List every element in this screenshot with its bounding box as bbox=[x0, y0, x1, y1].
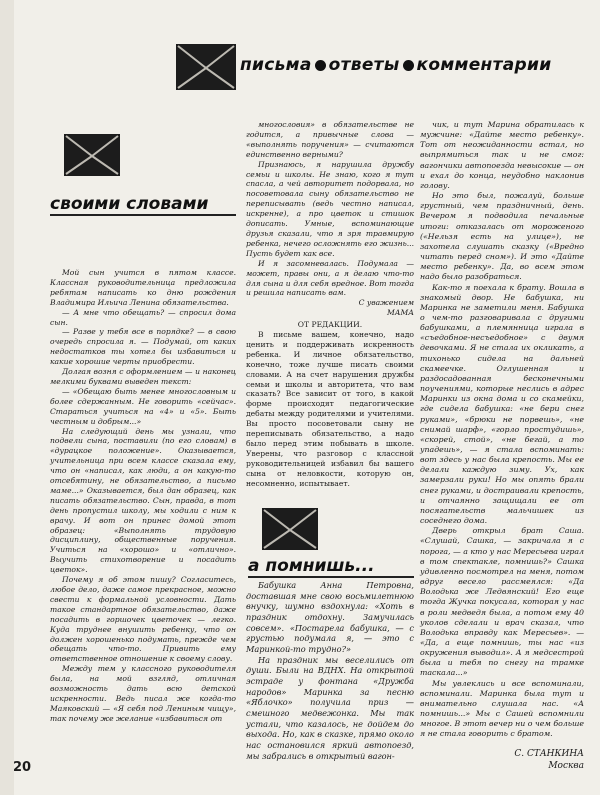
paragraph: На следующий день мы узнали, что подвели сына, поставили (по его словам) в «дурацкое положение». Оказывается, учительница при всем классе сказала ему, что он «написал, как люди, а он какую-то отсебятину, не обязательство, а письмо маме...» Оказывается, был дан образец, как писать обязательство. Сын, правда, в тот день пропустил школу, мы ходили с ним к врачу. И вот он принес домой этот образец: «Выполнять трудовую дисциплину, общественные поручения. Учиться на «хорошо» и «отлично». Выучить стихотворение и посадить цветок». bbox=[50, 426, 236, 575]
paragraph: — «Обещаю быть менее многословным и более сдержанным. Не говорить «сейчас». Стараться учиться на «4» и «5». Быть честным и добрым...» bbox=[50, 386, 236, 426]
paragraph: — А мне что обещать? — спросил дома сын. bbox=[50, 307, 236, 327]
header-word-answers: ответы bbox=[328, 55, 400, 75]
paragraph: Дверь открыл брат Саша. «Слушай, Сашка, — закричала я с порога, — а кто у нас Мересьева играл в том спектакле, помнишь?» Сашка удивленно посмотрел на меня, потом вдруг весело рассмеялся: «Да Володька же Ледвянский! Его еще тогда Жучка покусала, которая у нас в роли медведя была, а потом ему 40 уколов сделали и врач сказал, что Володька вправду как Мересьев». — «Да, а еще помнишь, ты нас «из окружения выводил». А я медсестрой была и тебя по снегу на трамке таскала...» bbox=[420, 526, 584, 678]
author-city: Москва bbox=[548, 761, 584, 771]
bullet-icon bbox=[403, 60, 414, 71]
paragraph: И я засомневалась. Подумала — может, правы они, а я делаю что-то для сына и для себя вредное. Вот тогда и решила написать вам. bbox=[246, 258, 414, 298]
paragraph: — Разве у тебя все в порядке? — в свою очередь спросила я. — Подумай, от каких недостатков ты хотел бы избавиться и какие хорошие черты приобрести. bbox=[50, 327, 236, 367]
column-2-continued bbox=[246, 580, 414, 761]
paragraph: Мы увлеклись и все вспоминали, вспоминали. Маринка была тут и внимательно слушала нас. «А помнишь...» Мы с Сашей вспомнили многое. В этот вечер ни о чем больше я не стала говорить с братом. bbox=[420, 678, 584, 739]
paragraph: На праздник мы веселились от души. Были на ВДНХ. На открытой эстраде у фонтана «Дружба народов» Маринка за песню «Яблочко» получила приз — смешного медвежонка. Мы так устали, что казалось, не дойдем до выхода. Но, как в сказке, прямо около нас остановился яркий автопоезд, мы забрались в открытый вагон- bbox=[246, 654, 414, 761]
envelope-icon bbox=[262, 508, 318, 550]
paragraph: Мой сын учится в пятом классе. Классная руководительница предложила ребятам написать ко дню рождения Владимира Ильича Ленина обязательства. bbox=[50, 268, 236, 307]
section-header bbox=[240, 55, 600, 75]
article-title-2: а помнишь... bbox=[248, 556, 375, 576]
header-word-letters: письма bbox=[240, 55, 312, 75]
paragraph: Но это был, пожалуй, больше грустный, чем праздничный, день. Вечером я подводила печальные итоги: отказалась от мороженого («Нельзя есть на улице»), не захотела слушать сказку («Вредно читать перед сном»). И это «Дайте место ребенку». Да, во всем этом надо было разобраться. bbox=[420, 191, 584, 282]
letter-author: МАМА bbox=[386, 308, 414, 318]
column-2 bbox=[246, 120, 414, 489]
paragraph: Долгая возня с оформлением — и наконец мелкими буквами выведен текст: bbox=[50, 367, 236, 386]
column-3 bbox=[420, 120, 584, 740]
binding-edge bbox=[0, 0, 14, 795]
editorial-text: В письме вашем, конечно, надо ценить и поддерживать искренность ребенка. И личное обязательство, конечно, тоже лучше писать своими словами. А на счет нарушения дружбы семьи и школы и авторитета, что вам сказать? Все зависит от того, в какой форме происходят педагогические дебаты между родителями и учителями. Вы просто посоветовали сыну не переписывать обязательство, а надо было перед этим побывать в школе. Уверены, что разговор с классной руководительницей избавил бы вашего сына от неловкости, которую он, несомненно, испытывает. bbox=[246, 330, 414, 488]
paragraph: Между тем у классного руководителя была, на мой взгляд, отличная возможность дать всю детской искренности. Ведь писал же когда-то Маяковский — «Я себя под Лениным чищу», так почему же желание «избавиться от bbox=[50, 664, 236, 723]
paragraph: чик, и тут Марина обратилась к мужчине: «Дайте место ребенку». Тот от неожиданности встал, но выпрямиться так и не смог: вагончики автопоезда невысокие — он и ехал до конца, неудобно наклонив голову. bbox=[420, 120, 584, 190]
closing-line: С уважением bbox=[358, 298, 414, 308]
author-name: С. СТАНКИНА bbox=[514, 749, 584, 759]
bullet-icon bbox=[315, 60, 326, 71]
paragraph: Почему я об этом пишу? Согласитесь, любое дело, даже самое прекрасное, можно свести к формальной условности. Дать такое стандартное обязательство, даже посадить в горшочек цветочек — легко. Куда труднее внушить ребенку, что он должен хорошенько подумать, прежде чем обещать что-то. Привить ему ответственное отношение к своему слову. bbox=[50, 575, 236, 664]
envelope-icon bbox=[64, 134, 120, 176]
paragraph: Признаюсь, я нарушила дружбу семьи и школы. Не знаю, кого я тут спасла, а чей авторитет подорвала, но посоветовала сыну обязательство не переписывать (ведь честно написал, искренне), а про цветок и стишок дописать. Умные, вспоминающие друзья сказали, что я зря травмирую ребенка, нечего осложнять его жизнь... Пусть будет как все. bbox=[246, 159, 414, 258]
title-underline bbox=[248, 576, 414, 578]
envelope-icon bbox=[176, 44, 236, 90]
header-word-comments: комментарии bbox=[416, 55, 552, 75]
paragraph: Бабушка Анна Петровна, доставшая мне свою восьмилетнюю внучку, шумно вздохнула: «Хоть в праздник отдохну. Замучилась совсем». «Постарела бабушка, — с грустью подумала я, — это с Маринкой-то трудно?» bbox=[246, 580, 414, 654]
paragraph: Как-то я поехала к брату. Вошла в знакомый двор. Не бабушка, ни Маринка не заметили меня. Бабушка о чем-то разговаривала с другими бабушками, а племянница играла в «съедобное-несъедобное» с двумя девочками. Я не стала их окликать, а тихонько сидела на дальней скамеечке. Оглушенная и раздосадованная бесконечными поучениями, которые неслись в адрес Маринки из окна дома и со скамейки, где сидела бабушка: «не бери снег руками», «брюки не порвешь», «не снимай шарф», «горло простудишь», «скорей, стой», «не бегай, а то упадешь», — я стала вспоминать: вот здесь у нас была крепость. Мы ее делали каждую зиму. Ух, как замерзали руки! Но мы опять брали снег руками, и достраивали крепость, и отчаянно защищали ее от посягательств мальчишек из соседнего дома. bbox=[420, 282, 584, 526]
signature-block bbox=[420, 748, 584, 772]
title-underline bbox=[50, 214, 236, 216]
page-number: 20 bbox=[13, 760, 32, 775]
article-title: своими словами bbox=[50, 194, 209, 214]
column-1 bbox=[50, 268, 236, 724]
paragraph: многословия» в обязательстве не годится, а привычные слова — «выполнять поручения» — считаются единственно верными? bbox=[246, 120, 414, 159]
editorial-heading: ОТ РЕДАКЦИИ. bbox=[297, 320, 363, 330]
